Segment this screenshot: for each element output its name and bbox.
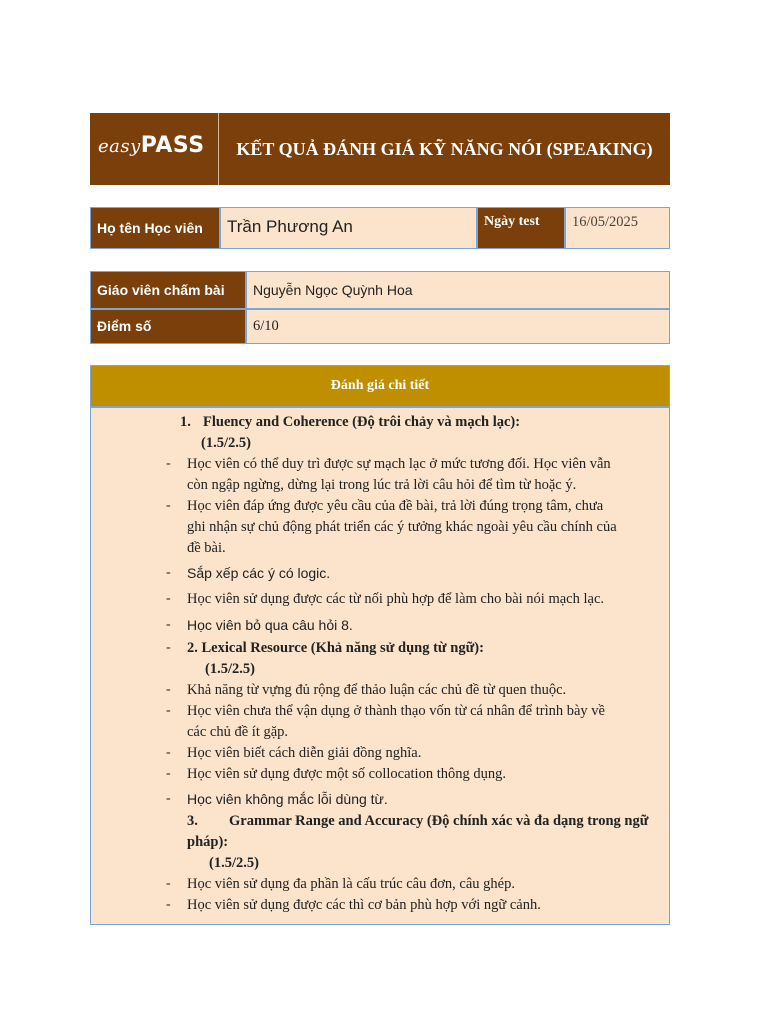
s2-bullet-4: Học viên sử dụng được một số collocation thông dụng. xyxy=(187,766,506,782)
s1-bullet-2-line-2: ghi nhận sự chủ động phát triển các ý tưởng khác ngoài yêu cầu chính của xyxy=(187,519,617,535)
s3-bullet-2: Học viên sử dụng được các thì cơ bản phù hợp với ngữ cảnh. xyxy=(187,897,541,913)
s2-bullet-3: Học viên biết cách diễn giải đồng nghĩa. xyxy=(187,745,422,761)
bullet-dash: - xyxy=(166,897,171,912)
easypass-logo: easyPASS xyxy=(98,133,205,158)
section-1-score: (1.5/2.5) xyxy=(201,435,251,451)
section-2-title: 2. Lexical Resource (Khả năng sử dụng từ ngữ): xyxy=(187,640,484,656)
section-3-title-line-1: Grammar Range and Accuracy (Độ chính xác và đa dạng trong ngữ xyxy=(229,813,649,829)
s2-bullet-1: Khả năng từ vựng đủ rộng để thảo luận các chủ đề từ quen thuộc. xyxy=(187,682,567,698)
s1-bullet-2-line-1: Học viên đáp ứng được yêu cầu của đề bài, trả lời đúng trọng tâm, chưa xyxy=(187,498,604,514)
bullet-dash: - xyxy=(166,456,171,471)
bullet-dash: - xyxy=(166,591,171,606)
s1-bullet-2-line-3: đề bài. xyxy=(187,540,226,556)
bullet-dash: - xyxy=(166,498,171,513)
s2-bullet-2-line-2: các chủ đề ít gặp. xyxy=(187,724,289,740)
section-1-title: Fluency and Coherence (Độ trôi chảy và mạch lạc): xyxy=(203,414,521,430)
section-1-number: 1. xyxy=(180,414,191,430)
bullet-dash: - xyxy=(166,617,171,632)
student-name-value: Trần Phương An xyxy=(220,207,477,249)
s1-bullet-3: Sắp xếp các ý có logic. xyxy=(187,565,331,581)
bullet-dash: - xyxy=(166,682,171,697)
logo-cell xyxy=(90,113,219,185)
bullet-dash: - xyxy=(166,565,171,580)
teacher-value: Nguyễn Ngọc Quỳnh Hoa xyxy=(246,271,670,309)
bullet-dash: - xyxy=(166,745,171,760)
teacher-label: Giáo viên chấm bài xyxy=(90,271,246,309)
bullet-dash: - xyxy=(166,640,171,655)
section-2-score: (1.5/2.5) xyxy=(205,661,255,677)
test-date-value: 16/05/2025 xyxy=(565,207,670,249)
s2-bullet-5: Học viên không mắc lỗi dùng từ. xyxy=(187,791,388,807)
section-3-score: (1.5/2.5) xyxy=(209,855,259,871)
student-name-label: Họ tên Học viên xyxy=(90,207,220,249)
detail-heading: Đánh giá chi tiết xyxy=(90,365,670,407)
bullet-dash: - xyxy=(166,703,171,718)
s2-bullet-2-line-1: Học viên chưa thể vận dụng ở thành thạo vốn từ cá nhân để trình bày về xyxy=(187,703,605,719)
bullet-dash: - xyxy=(166,766,171,781)
s1-bullet-1-line-1: Học viên có thể duy trì được sự mạch lạc ở mức tương đối. Học viên vẫn xyxy=(187,456,611,472)
s3-bullet-1: Học viên sử dụng đa phần là cấu trúc câu đơn, câu ghép. xyxy=(187,876,515,892)
test-date-label: Ngày test xyxy=(477,207,565,249)
section-3-title-line-2: pháp): xyxy=(187,834,229,850)
bullet-dash: - xyxy=(166,791,171,806)
s1-bullet-5: Học viên bỏ qua câu hỏi 8. xyxy=(187,617,353,633)
report-title: KẾT QUẢ ĐÁNH GIÁ KỸ NĂNG NÓI (SPEAKING) xyxy=(236,138,653,159)
score-label: Điểm số xyxy=(90,309,246,344)
score-value: 6/10 xyxy=(246,309,670,344)
s1-bullet-4: Học viên sử dụng được các từ nối phù hợp để làm cho bài nói mạch lạc. xyxy=(187,591,605,607)
bullet-dash: - xyxy=(166,876,171,891)
section-3-number: 3. xyxy=(187,813,198,829)
s1-bullet-1-line-2: còn ngập ngừng, dừng lại trong lúc trả lời câu hỏi để tìm từ hoặc ý. xyxy=(187,477,577,493)
